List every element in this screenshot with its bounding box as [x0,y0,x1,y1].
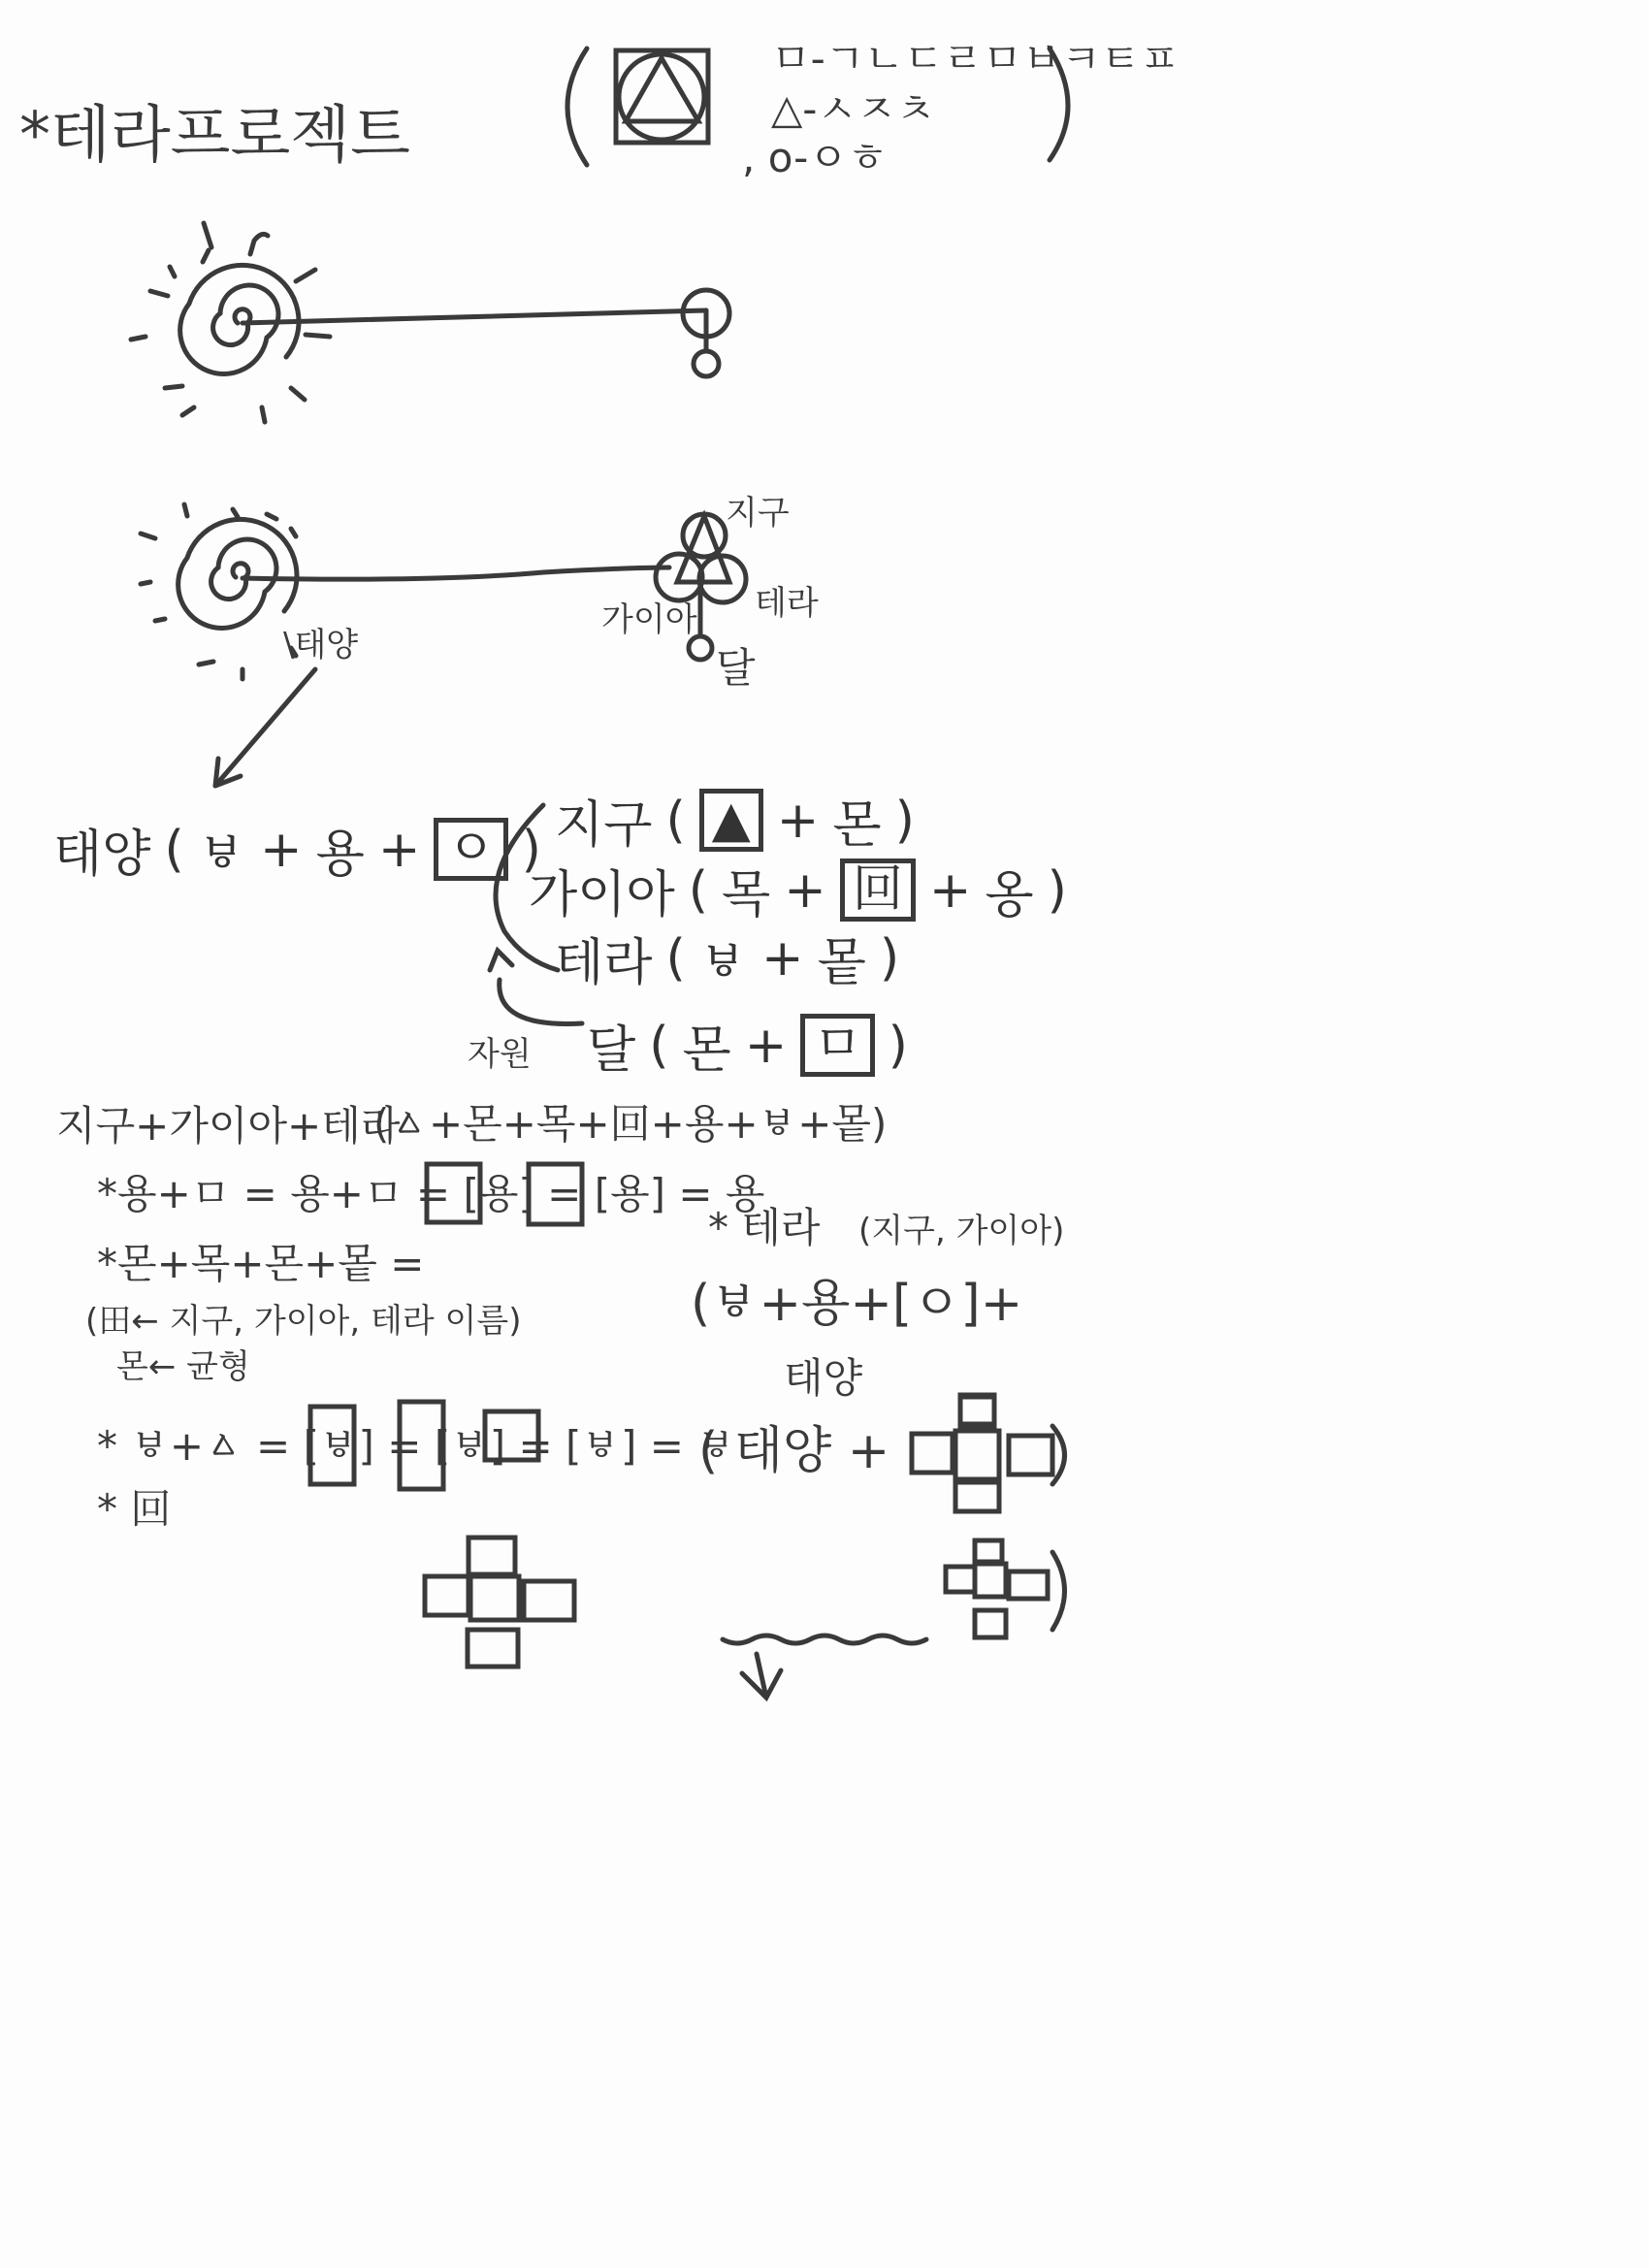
moon-circle-1 [694,351,719,376]
sun-formula: 태양 ( ㅸ + 용 + ㅇ ) [53,813,541,886]
label-gaia: 가이아 [601,600,697,639]
formula-rhs: (ㅿ+몬+목+回+용+ㅸ+뫁) [373,1100,888,1148]
list-gaia: 가이아 ( 목 + 回 + 옹 ) [529,860,1067,924]
sun-earth-line-2 [242,567,669,579]
cross-glyph-2 [946,1540,1065,1637]
legend-open-paren [567,49,587,165]
legend-square-line: ㅁ-ㄱㄴㄷㄹㅁㅂㅋㅌㅍ [771,35,1180,82]
legend-close-paren [1050,49,1068,160]
cross-glyph-3 [912,1395,1065,1511]
moon-circle-2 [689,636,712,660]
sun-spiral-2 [178,519,297,628]
list-terra: 테라 ( ㅸ + 뫁 ) [555,928,900,992]
terra-note-result: ( 태양 + [698,1422,890,1480]
label-terra: 테라 [755,584,819,623]
equation-4: * 回 [97,1485,172,1533]
label-sun: \태양 [283,626,359,664]
sun-formula-label: 태양 [53,826,151,884]
cross-glyph-1 [425,1538,574,1667]
label-moon: 달 [716,644,756,692]
equation-1: *용+ㅁ = 용+ㅁ = [용] = [용] = 용 [97,1170,765,1217]
list-moon: 달 ( 몬 + ㅁ ) [587,1016,908,1080]
triangle-symbol [626,58,698,121]
terra-note-expr: (ㅸ+용+[ㅇ]+ [691,1275,1023,1333]
terra-note-head: * 테라 [708,1204,821,1251]
diagram-2 [141,504,746,786]
sun-earth-line-1 [242,310,706,323]
label-origin: 자원 [468,1035,532,1074]
diagram-1 [131,223,729,422]
equation-3: * ㅸ+ㅿ = [ㅸ] = [ㅸ] = [ㅸ] = ㅸ [97,1422,736,1470]
sun-glyph-2: 용 [315,826,365,884]
legend-triangle-line: △-ㅅㅈㅊ [771,85,936,133]
sun-box-glyph: ㅇ [434,818,507,881]
sun-glyph-1: ㅸ [197,826,246,884]
terra-note-arrow-label: 태양 [784,1354,863,1402]
terra-note-sub: (지구, 가이아) [858,1212,1065,1250]
equation-2-note-1: (田← 지구, 가이아, 테라 이름) [85,1302,522,1341]
legend-circle-line: , o-ㅇㅎ [742,134,888,181]
label-earth: 지구 [726,494,790,533]
equation-2: *몬+목+몬+뫁 = [97,1240,425,1287]
page-title: *테라프로젝트 [19,100,410,172]
formula-lhs: 지구+가이아+테라 [56,1102,401,1150]
list-earth: 지구 ( ▲ + 몬 ) [555,791,915,855]
circle-symbol [619,54,704,140]
equation-2-note-2: 몬← 균형 [116,1347,250,1386]
wavy-underline [723,1636,926,1643]
